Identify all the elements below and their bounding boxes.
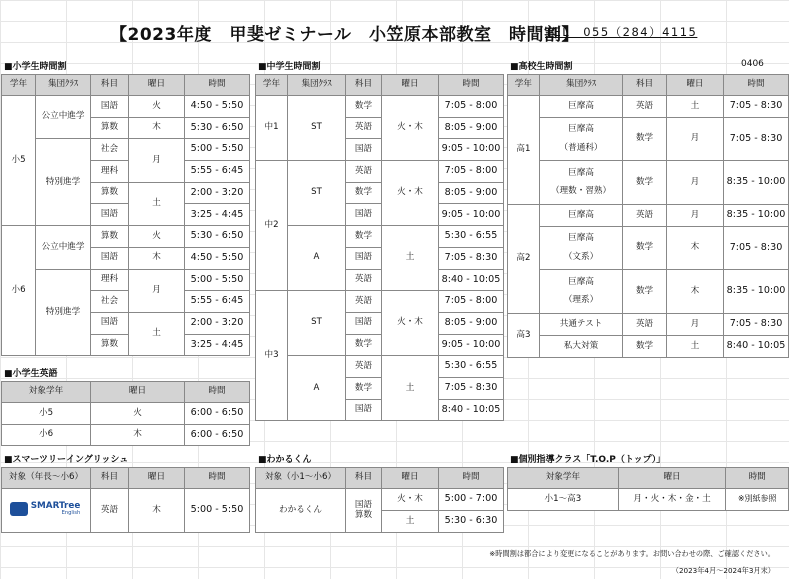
subject-cell: 数学 — [346, 96, 382, 118]
grade-cell: 小5 — [2, 96, 36, 226]
subject-cell: 数学 — [623, 227, 667, 270]
subject-cell: 英語 — [346, 356, 382, 378]
header-cell: 時間 — [439, 468, 504, 489]
table-row — [508, 96, 789, 118]
grade-cell: 中1 — [256, 96, 288, 161]
period-note: （2023年4月～2024年3月末） — [671, 566, 775, 575]
table-row — [508, 161, 789, 205]
elementary-timetable — [1, 74, 250, 356]
day-cell: 木 — [666, 227, 723, 270]
smart-heading: ■スマーツリーイングリッシュ — [4, 455, 129, 465]
day-cell: 土 — [382, 226, 439, 291]
subject-cell: 国語 — [346, 204, 382, 226]
time-cell: 7:05 - 8:30 — [724, 96, 789, 118]
top-heading: ■個別指導クラス「T.O.P（トップ）」 — [510, 455, 666, 465]
table-row — [2, 226, 250, 248]
smart-table — [1, 467, 250, 533]
wakaru-heading: ■わかるくん — [258, 455, 312, 465]
table-row — [508, 489, 789, 511]
class-line: 巨摩高 — [568, 167, 594, 178]
header-cell: 時間 — [439, 75, 504, 96]
header-cell: 対象（年長～小6） — [2, 468, 91, 489]
table-header-row — [508, 75, 789, 96]
schedule-note: ※時間割は都合により変更になることがあります。お問い合わせの際、ご確認ください。 — [489, 549, 775, 558]
time-cell: 8:40 - 10:05 — [439, 269, 504, 291]
day-cell: 月 — [129, 269, 185, 312]
grade-cell: 高1 — [508, 96, 540, 205]
day-cell: 火 — [129, 226, 185, 248]
time-cell: 2:00 - 3:20 — [185, 182, 250, 204]
time-cell: 9:05 - 10:00 — [439, 204, 504, 226]
subject-cell: 算数 — [91, 182, 129, 204]
time-cell: 7:05 - 8:30 — [724, 118, 789, 161]
header-cell: 時間 — [185, 382, 250, 403]
header-cell: 対象学年 — [2, 382, 91, 403]
subject-cell: 数学 — [346, 226, 382, 248]
header-cell: 集団ｸﾗｽ — [539, 75, 623, 96]
time-cell: 8:40 - 10:05 — [439, 399, 504, 421]
time-cell: ※別紙参照 — [726, 489, 789, 511]
subject-cell: 英語 — [346, 269, 382, 291]
subject-cell: 国語 — [91, 204, 129, 226]
day-cell: 火・木 — [382, 291, 439, 356]
table-row — [256, 226, 504, 248]
header-cell: 集団ｸﾗｽ — [36, 75, 91, 96]
time-cell: 7:05 - 8:30 — [724, 227, 789, 270]
subject-cell: 国語 — [91, 96, 129, 118]
time-cell: 5:30 - 6:55 — [439, 356, 504, 378]
class-cell: 特別進学 — [36, 269, 91, 356]
time-cell: 5:00 - 5:50 — [185, 269, 250, 291]
time-cell: 7:05 - 8:30 — [724, 314, 789, 336]
class-cell: ST — [288, 161, 346, 226]
subject-cell: 数学 — [623, 336, 667, 358]
class-cell: ST — [288, 96, 346, 161]
time-cell: 7:05 - 8:00 — [439, 291, 504, 313]
subject-cell: 理科 — [91, 161, 129, 183]
subject-cell: 英語 — [623, 205, 667, 227]
table-row — [256, 489, 504, 511]
header-cell: 時間 — [724, 75, 789, 96]
class-line: 巨摩高 — [568, 124, 594, 135]
class-line: （文系） — [563, 251, 599, 262]
time-cell: 4:50 - 5:50 — [185, 247, 250, 269]
time-cell: 5:00 - 5:50 — [185, 139, 250, 161]
middle-heading: ■中学生時間割 — [258, 62, 321, 72]
table-row — [2, 424, 250, 446]
class-cell: 巨摩高 — [539, 205, 623, 227]
subject-cell: 数学 — [623, 270, 667, 314]
subject-cell: 国語 — [346, 312, 382, 334]
subject-cell: 英語 — [346, 117, 382, 139]
day-cell: 木 — [91, 424, 185, 446]
subject-cell: 英語 — [346, 161, 382, 183]
subject-cell: 数学 — [623, 118, 667, 161]
day-cell: 土 — [129, 312, 185, 355]
time-cell: 3:25 - 4:45 — [185, 204, 250, 226]
logo-main-text: SMARTree — [30, 500, 81, 511]
header-cell: 対象（小1～小6） — [256, 468, 346, 489]
time-cell: 7:05 - 8:30 — [439, 247, 504, 269]
day-cell: 火 — [91, 403, 185, 425]
high-heading: ■高校生時間割 — [510, 62, 573, 72]
subject-cell: 算数 — [91, 226, 129, 248]
class-cell: ST — [288, 291, 346, 356]
header-cell: 対象学年 — [508, 468, 619, 489]
middle-timetable — [255, 74, 504, 421]
subject-cell: 数学 — [346, 182, 382, 204]
day-cell: 土 — [666, 96, 723, 118]
subject-cell — [346, 489, 382, 533]
header-cell: 学年 — [2, 75, 36, 96]
time-cell: 8:40 - 10:05 — [724, 336, 789, 358]
class-cell: 公立中進学 — [36, 96, 91, 139]
time-cell: 8:05 - 9:00 — [439, 312, 504, 334]
table-row — [256, 356, 504, 378]
grade-cell: 小1～高3 — [508, 489, 619, 511]
time-cell: 4:50 - 5:50 — [185, 96, 250, 118]
page-title: 【2023年度 甲斐ゼミナール 小笠原本部教室 時間割】 — [110, 25, 579, 45]
class-cell — [539, 227, 623, 270]
time-cell: 7:05 - 8:30 — [439, 377, 504, 399]
class-cell: 私大対策 — [539, 336, 623, 358]
grade-cell: 中2 — [256, 161, 288, 291]
high-timetable — [507, 74, 789, 358]
smartree-logo-mark — [10, 502, 81, 517]
time-cell: 5:30 - 6:55 — [439, 226, 504, 248]
time-cell: 5:30 - 6:50 — [185, 226, 250, 248]
subject-cell: 国語 — [346, 139, 382, 161]
table-row — [508, 205, 789, 227]
class-cell: A — [288, 356, 346, 421]
header-cell: 科目 — [346, 75, 382, 96]
day-cell: 土 — [382, 356, 439, 421]
day-cell: 木 — [129, 247, 185, 269]
time-cell: 2:00 - 3:20 — [185, 312, 250, 334]
subject-cell: 国語 — [91, 247, 129, 269]
table-row — [2, 139, 250, 161]
header-cell: 曜日 — [666, 75, 723, 96]
subject-cell: 国語 — [346, 399, 382, 421]
subject-line: 算数 — [354, 509, 373, 520]
class-line: （理系） — [563, 295, 599, 305]
table-row — [508, 118, 789, 161]
header-cell: 曜日 — [382, 75, 439, 96]
header-cell: 曜日 — [618, 468, 726, 489]
time-cell: 9:05 - 10:00 — [439, 139, 504, 161]
elem-english-heading: ■小学生英語 — [4, 369, 58, 379]
day-cell: 木 — [129, 117, 185, 139]
class-cell — [539, 118, 623, 161]
subject-line: 国語 — [354, 500, 373, 511]
table-header-row — [2, 382, 250, 403]
phone-number: TEL 055（284）4115 — [545, 25, 698, 39]
grade-cell: 高3 — [508, 314, 540, 358]
day-cell: 木 — [666, 270, 723, 314]
class-cell: 巨摩高 — [539, 96, 623, 118]
class-line: 巨摩高 — [568, 276, 594, 287]
day-cell: 火・木 — [382, 489, 439, 511]
table-row — [508, 336, 789, 358]
day-cell: 月 — [666, 314, 723, 336]
time-cell: 7:05 - 8:00 — [439, 96, 504, 118]
day-cell: 月 — [666, 161, 723, 205]
day-cell: 土 — [382, 511, 439, 533]
elem-english-table — [1, 381, 250, 446]
top-table — [507, 467, 789, 511]
program-cell: わかるくん — [256, 489, 346, 533]
day-cell: 土 — [129, 182, 185, 225]
subject-cell: 理科 — [91, 269, 129, 291]
time-cell: 8:05 - 9:00 — [439, 182, 504, 204]
header-cell: 科目 — [91, 75, 129, 96]
table-row — [508, 270, 789, 314]
day-cell: 月 — [666, 205, 723, 227]
class-cell: 共通テスト — [539, 314, 623, 336]
class-cell — [539, 270, 623, 314]
time-cell: 5:30 - 6:30 — [439, 511, 504, 533]
grade-cell: 高2 — [508, 205, 540, 314]
grade-cell: 小6 — [2, 424, 91, 446]
subject-cell: 英語 — [623, 96, 667, 118]
table-row — [2, 403, 250, 425]
header-cell: 曜日 — [91, 382, 185, 403]
subject-cell: 算数 — [91, 334, 129, 356]
table-header-row — [2, 468, 250, 489]
day-cell: 月 — [666, 118, 723, 161]
header-cell: 集団ｸﾗｽ — [288, 75, 346, 96]
table-row — [2, 269, 250, 291]
day-cell: 月 — [129, 139, 185, 182]
table-row — [256, 96, 504, 118]
day-cell: 火・木 — [382, 161, 439, 226]
table-row — [2, 96, 250, 118]
time-cell: 8:35 - 10:00 — [724, 161, 789, 205]
class-line: （理数・習熟） — [550, 186, 612, 196]
subject-cell: 国語 — [346, 247, 382, 269]
header-cell: 科目 — [346, 468, 382, 489]
header-cell: 時間 — [185, 468, 250, 489]
table-header-row — [508, 468, 789, 489]
grade-cell: 小5 — [2, 403, 91, 425]
header-cell: 学年 — [256, 75, 288, 96]
day-cell: 火 — [129, 96, 185, 118]
time-cell: 5:55 - 6:45 — [185, 161, 250, 183]
time-cell: 9:05 - 10:00 — [439, 334, 504, 356]
time-cell: 7:05 - 8:00 — [439, 161, 504, 183]
tree-icon — [10, 502, 28, 516]
table-row — [508, 227, 789, 270]
grade-cell: 中3 — [256, 291, 288, 421]
time-cell: 5:00 - 7:00 — [439, 489, 504, 511]
header-cell: 曜日 — [129, 75, 185, 96]
day-cell: 木 — [129, 489, 185, 533]
subject-cell: 英語 — [91, 489, 129, 533]
table-header-row — [256, 75, 504, 96]
grade-cell: 小6 — [2, 226, 36, 356]
smartree-logo — [2, 489, 91, 533]
subject-cell: 国語 — [91, 312, 129, 334]
logo-sub-text: English — [61, 509, 81, 516]
time-cell: 8:35 - 10:00 — [724, 205, 789, 227]
table-row — [508, 314, 789, 336]
subject-cell: 社会 — [91, 291, 129, 313]
header-cell: 時間 — [726, 468, 789, 489]
subject-cell: 数学 — [346, 377, 382, 399]
table-row — [256, 291, 504, 313]
day-cell: 月・火・木・金・土 — [618, 489, 726, 511]
wakaru-table — [255, 467, 504, 533]
time-cell: 5:30 - 6:50 — [185, 117, 250, 139]
time-cell: 8:05 - 9:00 — [439, 117, 504, 139]
day-cell: 火・木 — [382, 96, 439, 161]
header-cell: 曜日 — [382, 468, 439, 489]
header-cell: 科目 — [91, 468, 129, 489]
table-row — [2, 489, 250, 533]
header-cell: 学年 — [508, 75, 540, 96]
time-cell: 6:00 - 6:50 — [185, 403, 250, 425]
time-cell: 5:00 - 5:50 — [185, 489, 250, 533]
table-header-row — [256, 468, 504, 489]
class-cell — [539, 161, 623, 205]
table-header-row — [2, 75, 250, 96]
time-cell: 5:55 - 6:45 — [185, 291, 250, 313]
subject-cell: 数学 — [623, 161, 667, 205]
table-row — [256, 161, 504, 183]
day-cell: 土 — [666, 336, 723, 358]
header-cell: 科目 — [623, 75, 667, 96]
doc-code: 0406 — [741, 59, 764, 69]
time-cell: 3:25 - 4:45 — [185, 334, 250, 356]
class-line: 巨摩高 — [568, 233, 594, 244]
subject-cell: 英語 — [623, 314, 667, 336]
elementary-heading: ■小学生時間割 — [4, 62, 67, 72]
class-cell: A — [288, 226, 346, 291]
class-cell: 公立中進学 — [36, 226, 91, 269]
time-cell: 8:35 - 10:00 — [724, 270, 789, 314]
subject-cell: 英語 — [346, 291, 382, 313]
class-line: （普通科） — [559, 142, 603, 153]
header-cell: 曜日 — [129, 468, 185, 489]
subject-cell: 算数 — [91, 117, 129, 139]
subject-cell: 社会 — [91, 139, 129, 161]
time-cell: 6:00 - 6:50 — [185, 424, 250, 446]
header-cell: 時間 — [185, 75, 250, 96]
class-cell: 特別進学 — [36, 139, 91, 226]
subject-cell: 数学 — [346, 334, 382, 356]
